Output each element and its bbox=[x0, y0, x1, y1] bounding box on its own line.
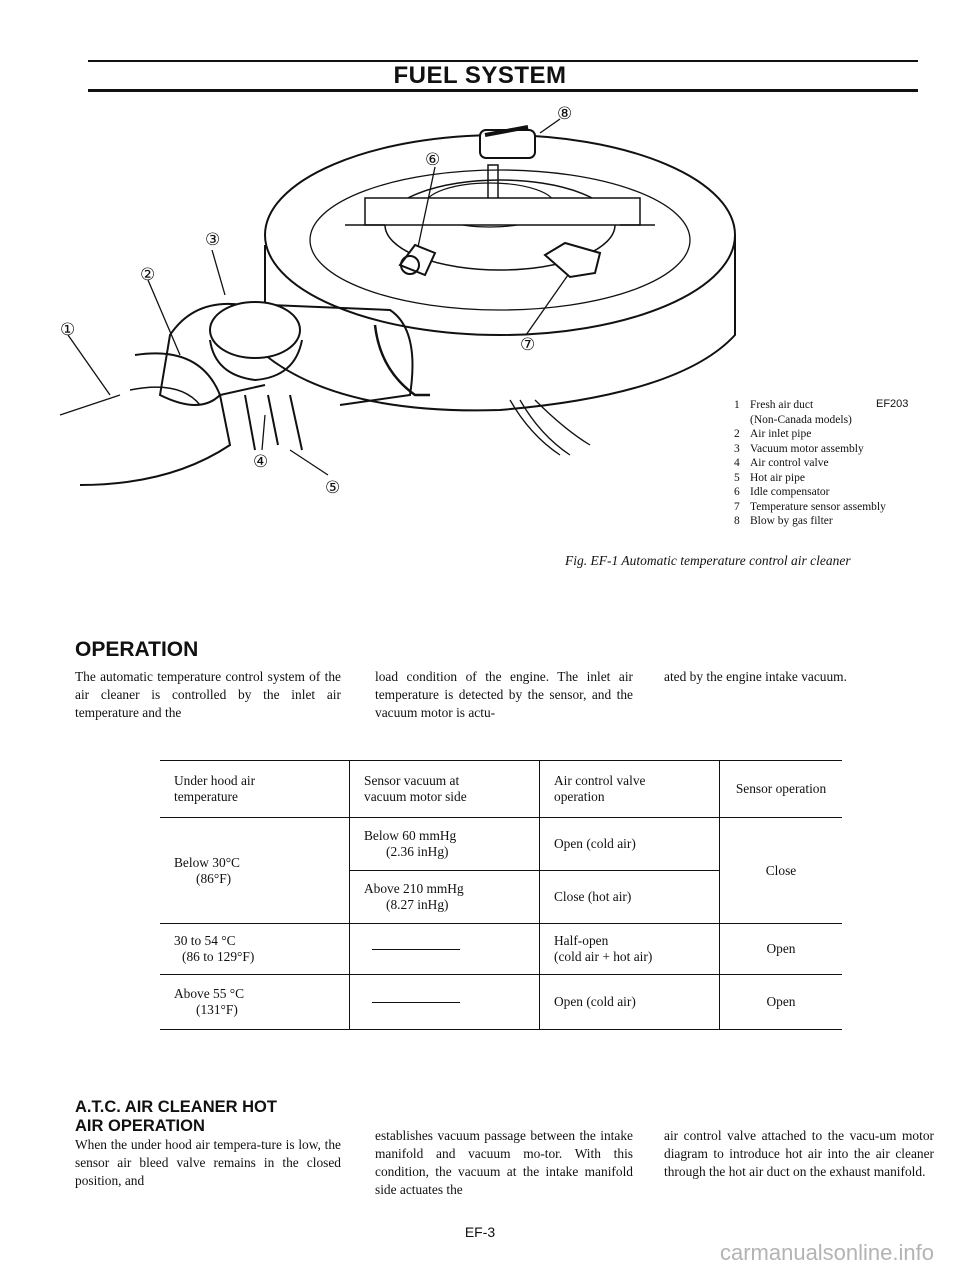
callout-5: ⑤ bbox=[325, 478, 341, 498]
operation-text-col2: load condition of the engine. The inlet air temperature is detected by the sensor, and the vacuum motor is actu- bbox=[375, 669, 633, 720]
page-number: EF-3 bbox=[464, 1224, 496, 1240]
cell-valve: Open (cold air) bbox=[540, 975, 720, 1030]
cell-sensor: Open bbox=[720, 975, 843, 1030]
atc-text-col2: establishes vacuum passage between the intake manifold and vacuum mo-tor. With this condition, the vacuum at the intake manifold side actuates the bbox=[375, 1128, 633, 1197]
callout-7: ⑦ bbox=[520, 335, 536, 355]
cell-temp: 30 to 54 °C (86 to 129°F) bbox=[160, 924, 350, 975]
th-sensor-vacuum: Sensor vacuum at vacuum motor side bbox=[350, 761, 540, 818]
dash-line bbox=[372, 1002, 460, 1003]
atc-text-col3: air control valve attached to the vacu-um motor diagram to introduce hot air into the air cleaner through the hot air duct on the exhaust manifold. bbox=[664, 1128, 934, 1179]
cell-vacuum-empty bbox=[350, 924, 540, 975]
operation-text-col1: The automatic temperature control system of the air cleaner is controlled by the inlet air temperature and the bbox=[75, 669, 341, 720]
table-row bbox=[160, 818, 842, 871]
table-row bbox=[160, 975, 842, 1030]
atc-heading: A.T.C. AIR CLEANER HOT AIR OPERATION bbox=[75, 1098, 277, 1135]
callout-3: ③ bbox=[205, 230, 221, 250]
legend-item: 3 Vacuum motor assembly bbox=[734, 442, 864, 455]
th-sensor-operation: Sensor operation bbox=[720, 761, 843, 818]
legend-item: 1 Fresh air duct bbox=[734, 399, 814, 411]
callout-8: ⑧ bbox=[557, 104, 573, 124]
cell-valve: Close (hot air) bbox=[540, 871, 720, 924]
callout-2: ② bbox=[140, 265, 156, 285]
operation-text-col3: ated by the engine intake vacuum. bbox=[664, 669, 847, 684]
air-cleaner-figure bbox=[40, 95, 740, 575]
callout-4: ④ bbox=[253, 452, 269, 472]
legend-item: 2 Air inlet pipe bbox=[734, 428, 812, 440]
operation-heading: OPERATION bbox=[75, 638, 199, 661]
legend-item: 8 Blow by gas filter bbox=[734, 515, 833, 527]
legend-item: 7 Temperature sensor assembly bbox=[734, 500, 886, 513]
table-header-row bbox=[160, 761, 842, 818]
cell-valve: Half-open (cold air + hot air) bbox=[540, 924, 720, 975]
fresh-air-duct bbox=[80, 353, 230, 485]
cell-temp: Above 55 °C (131°F) bbox=[160, 975, 350, 1030]
legend-item: 4 Air control valve bbox=[734, 457, 829, 469]
cell-sensor: Open bbox=[720, 924, 843, 975]
callout-1: ① bbox=[60, 320, 76, 340]
sensor-operation-table bbox=[160, 760, 842, 1030]
housing-rim bbox=[265, 135, 735, 335]
figure-caption bbox=[565, 553, 851, 569]
watermark: carmanualsonline.info bbox=[719, 1240, 934, 1265]
cell-vacuum: Above 210 mmHg (8.27 inHg) bbox=[350, 871, 540, 924]
figure-caption-text: Automatic temperature control air cleaner bbox=[621, 553, 851, 568]
figure-caption-label: Fig. EF-1 bbox=[565, 553, 619, 568]
cell-vacuum: Below 60 mmHg (2.36 inHg) bbox=[350, 818, 540, 871]
legend-item-sub: (Non-Canada models) bbox=[750, 413, 852, 426]
figure-code: EF203 bbox=[876, 398, 909, 410]
dash-line bbox=[372, 949, 460, 950]
th-under-hood-temp: Under hood air temperature bbox=[160, 761, 350, 818]
table-row bbox=[160, 924, 842, 975]
legend-item: 5 Hot air pipe bbox=[734, 471, 805, 484]
cell-temp: Below 30°C (86°F) bbox=[160, 818, 350, 924]
th-valve-operation: Air control valve operation bbox=[540, 761, 720, 818]
bracket bbox=[365, 198, 640, 225]
callout-6: ⑥ bbox=[425, 150, 441, 170]
vacuum-motor bbox=[210, 302, 300, 358]
cell-sensor: Close bbox=[720, 818, 843, 924]
figure-legend bbox=[734, 398, 886, 529]
cell-vacuum-empty bbox=[350, 975, 540, 1030]
atc-text-col1: When the under hood air tempera-ture is low, the sensor air bleed valve remains in the closed position, and bbox=[75, 1137, 341, 1188]
cell-valve: Open (cold air) bbox=[540, 818, 720, 871]
page-title: FUEL SYSTEM bbox=[393, 62, 567, 89]
legend-item: 6 Idle compensator bbox=[734, 486, 830, 498]
